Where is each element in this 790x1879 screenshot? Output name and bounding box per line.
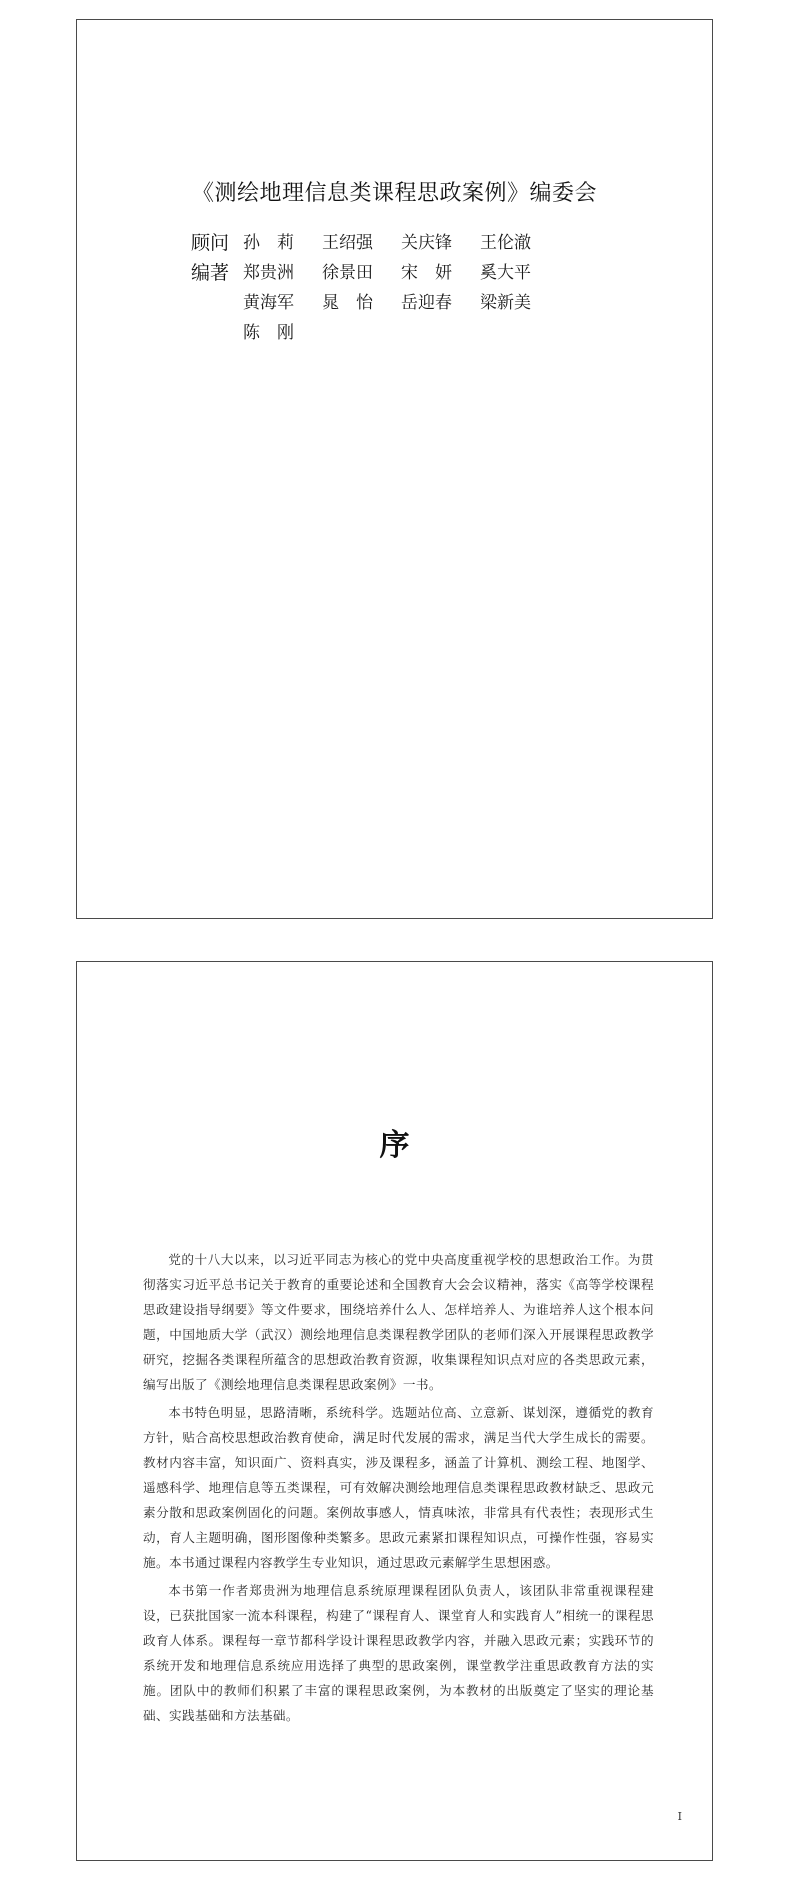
committee-row <box>191 228 559 258</box>
preface-page <box>76 961 713 1861</box>
committee-member: 宋 妍 <box>401 263 452 283</box>
committee-member: 陈 刚 <box>243 323 294 343</box>
committee-list <box>191 228 559 348</box>
committee-names <box>243 288 559 318</box>
committee-row <box>191 318 559 348</box>
editorial-committee-page <box>76 19 713 919</box>
committee-row <box>191 288 559 318</box>
committee-member: 岳迎春 <box>401 293 452 313</box>
committee-names <box>243 228 559 258</box>
committee-member: 梁新美 <box>480 293 531 313</box>
committee-member: 郑贵洲 <box>243 263 294 283</box>
preface-paragraph: 本书第一作者郑贵洲为地理信息系统原理课程团队负责人，该团队非常重视课程建设，已获批国家一流本科课程，构建了“课程育人、课堂育人和实践育人”相统一的课程思政育人体系。课程每一章节都科学设计课程思政教学内容，并融入思政元素；实践环节的系统开发和地理信息系统应用选择了典型的思政案例，课堂教学注重思政教育方法的实施。团队中的教师们积累了丰富的课程思政案例，为本教材的出版奠定了坚实的理论基础、实践基础和方法基础。 <box>143 1583 654 1723</box>
committee-row <box>191 258 559 288</box>
preface-title: 序 <box>379 1128 410 1163</box>
committee-member: 王伦澈 <box>480 233 531 253</box>
committee-member: 关庆锋 <box>401 233 452 253</box>
committee-role: 编著 <box>191 262 230 284</box>
preface-body <box>143 1247 654 1731</box>
committee-member: 徐景田 <box>322 263 373 283</box>
committee-member: 孙 莉 <box>243 233 294 253</box>
committee-title: 《测绘地理信息类课程思政案例》编委会 <box>191 181 597 206</box>
committee-names <box>243 318 322 348</box>
committee-member: 奚大平 <box>480 263 531 283</box>
committee-member: 晁 怡 <box>322 293 373 313</box>
committee-role: 顾问 <box>191 232 230 254</box>
committee-names <box>243 258 559 288</box>
committee-member: 黄海军 <box>243 293 294 313</box>
page-number: I <box>677 1810 682 1823</box>
preface-paragraph: 本书特色明显，思路清晰，系统科学。选题站位高、立意新、谋划深，遵循党的教育方针，贴合高校思想政治教育使命，满足时代发展的需求，满足当代大学生成长的需要。教材内容丰富，知识面广、资料真实，涉及课程多，涵盖了计算机、测绘工程、地图学、遥感科学、地理信息等五类课程，可有效解决测绘地理信息类课程思政教材缺乏、思政元素分散和思政案例固化的问题。案例故事感人，情真味浓，非常具有代表性；表现形式生动，育人主题明确，图形图像种类繁多。思政元素紧扣课程知识点，可操作性强，容易实施。本书通过课程内容教学生专业知识，通过思政元素解学生思想困惑。 <box>143 1405 654 1570</box>
preface-paragraph: 党的十八大以来，以习近平同志为核心的党中央高度重视学校的思想政治工作。为贯彻落实习近平总书记关于教育的重要论述和全国教育大会会议精神，落实《高等学校课程思政建设指导纲要》等文件要求，围绕培养什么人、怎样培养人、为谁培养人这个根本问题，中国地质大学（武汉）测绘地理信息类课程教学团队的老师们深入开展课程思政教学研究，挖掘各类课程所蕴含的思想政治教育资源，收集课程知识点对应的各类思政元素，编写出版了《测绘地理信息类课程思政案例》一书。 <box>143 1252 654 1392</box>
committee-member: 王绍强 <box>322 233 373 253</box>
